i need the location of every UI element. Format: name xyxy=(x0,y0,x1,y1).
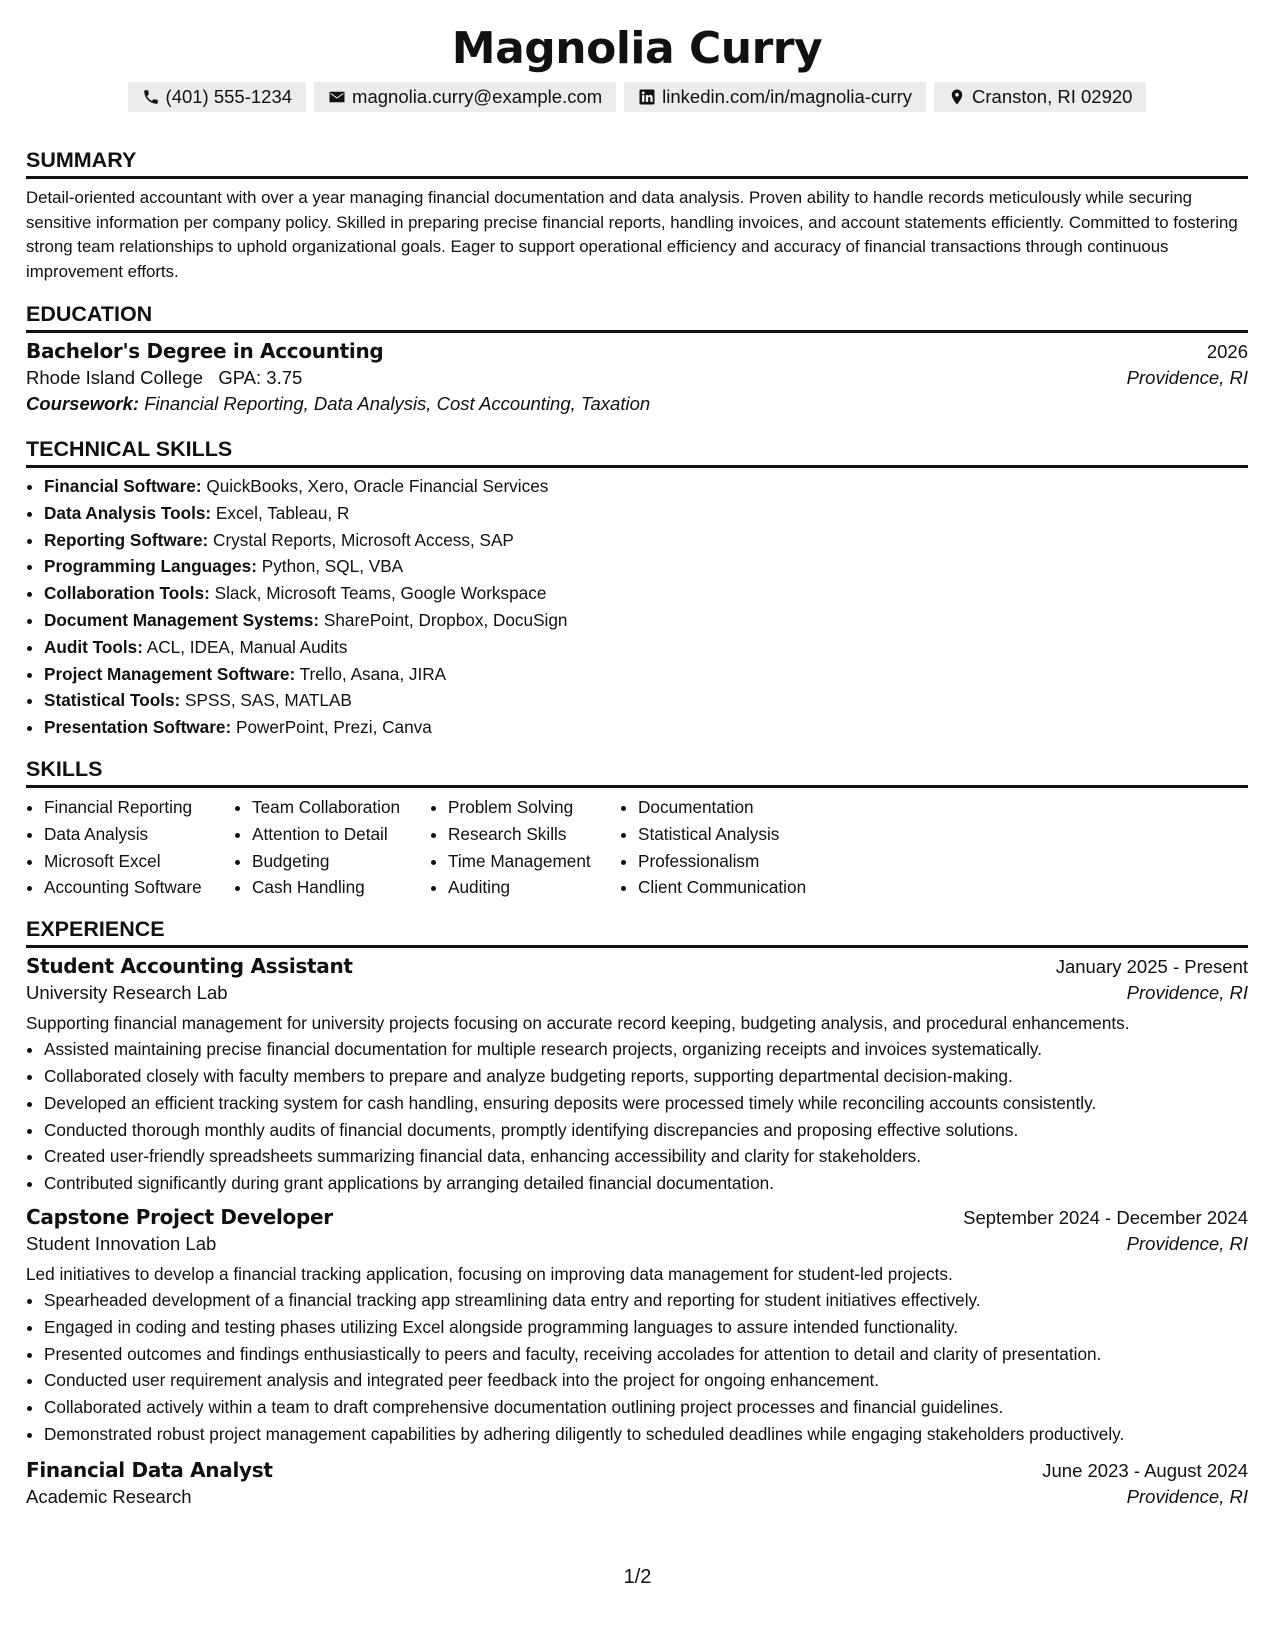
skill-values: Crystal Reports, Microsoft Access, SAP xyxy=(213,529,514,550)
section-title-summary: SUMMARY xyxy=(26,146,1248,179)
list-item xyxy=(44,634,1248,661)
experience-entry xyxy=(26,954,1248,1197)
list-item: • Professionalism xyxy=(638,848,898,875)
list-item: • Statistical Analysis xyxy=(638,821,898,848)
list-item: • Data Analysis xyxy=(44,821,234,848)
resume-page xyxy=(26,0,1248,1508)
skill-values: QuickBooks, Xero, Oracle Financial Services xyxy=(206,476,549,496)
list-item: • Conducted user requirement analysis and integrated peer feedback into the project for ongoing enhancement. xyxy=(44,1367,1248,1394)
list-item xyxy=(44,687,1248,714)
experience-section xyxy=(26,915,1248,1508)
job-location: Providence, RI xyxy=(1126,982,1248,1004)
list-item xyxy=(44,580,1248,607)
school-line xyxy=(26,367,302,389)
skill-values: ACL, IDEA, Manual Audits xyxy=(146,636,348,657)
education-school-row xyxy=(26,367,1248,389)
contact-linkedin[interactable] xyxy=(624,82,926,112)
skill-category: Audit Tools: xyxy=(44,636,143,657)
skill-category: Data Analysis Tools: xyxy=(44,502,212,523)
list-item: • Collaborated closely with faculty members to prepare and analyze budgeting reports, supporting departmental decision-making. xyxy=(44,1063,1248,1090)
list-item: • Budgeting xyxy=(252,848,430,875)
list-item: • Research Skills xyxy=(448,821,620,848)
list-item xyxy=(44,661,1248,688)
contact-location-text: Cranston, RI 02920 xyxy=(972,86,1133,107)
skill-values: Excel, Tableau, R xyxy=(215,502,350,523)
skill-values: Trello, Asana, JIRA xyxy=(299,663,447,684)
list-item: • Financial Reporting xyxy=(44,794,234,821)
skill-category: Financial Software: xyxy=(44,476,202,496)
list-item: • Client Communication xyxy=(638,874,898,901)
job-org-row xyxy=(26,1486,1248,1508)
school-location: Providence, RI xyxy=(1126,367,1248,388)
list-item: • Documentation xyxy=(638,794,898,821)
job-title: Capstone Project Developer xyxy=(26,1204,333,1229)
skill-values: SPSS, SAS, MATLAB xyxy=(185,690,352,711)
list-item: • Developed an efficient tracking system for cash handling, ensuring deposits were processed timely while reconciling accounts consistently. xyxy=(44,1090,1248,1117)
list-item: • Demonstrated robust project management capabilities by adhering diligently to scheduled deadlines while engaging stakeholders productively. xyxy=(44,1421,1248,1448)
list-item: • Created user-friendly spreadsheets summarizing financial data, enhancing accessibility and clarity for stakeholders. xyxy=(44,1143,1248,1170)
graduation-year: 2026 xyxy=(1206,341,1248,362)
list-item: • Problem Solving xyxy=(448,794,620,821)
contact-phone-text: (401) 555-1234 xyxy=(165,86,293,107)
contact-bar xyxy=(26,82,1248,112)
phone-icon xyxy=(142,88,160,106)
section-title-skills: SKILLS xyxy=(26,755,1248,788)
job-description: Led initiatives to develop a financial tracking application, focusing on improving data management for student-led projects. xyxy=(26,1263,953,1284)
job-location: Providence, RI xyxy=(1126,1232,1248,1254)
job-org-row xyxy=(26,1233,1248,1255)
skill-category: Presentation Software: xyxy=(44,717,232,738)
list-item: • Auditing xyxy=(448,874,620,901)
skills-column xyxy=(620,794,898,901)
location-pin-icon xyxy=(948,88,966,106)
job-dates: June 2023 - August 2024 xyxy=(1042,1459,1248,1481)
list-item xyxy=(44,714,1248,741)
list-item: • Collaborated actively within a team to draft comprehensive documentation outlining project processes and financial guidelines. xyxy=(44,1394,1248,1421)
list-item: • Time Management xyxy=(448,848,620,875)
list-item xyxy=(44,607,1248,634)
technical-skills-section xyxy=(26,435,1248,741)
technical-skills-list xyxy=(26,473,1248,741)
skill-values: PowerPoint, Prezi, Canva xyxy=(235,717,432,738)
experience-entry xyxy=(26,1458,1248,1508)
coursework-label: Coursework: xyxy=(26,393,140,414)
job-org: Academic Research xyxy=(26,1485,192,1507)
job-header-row xyxy=(26,1458,1248,1482)
list-item: • Attention to Detail xyxy=(252,821,430,848)
section-title-experience: EXPERIENCE xyxy=(26,915,1248,948)
list-item xyxy=(44,553,1248,580)
coursework-line xyxy=(26,393,1248,415)
job-title: Student Accounting Assistant xyxy=(26,954,353,979)
job-title: Financial Data Analyst xyxy=(26,1457,273,1482)
job-dates: January 2025 - Present xyxy=(1055,956,1248,978)
job-org: Student Innovation Lab xyxy=(26,1232,217,1254)
list-item xyxy=(44,527,1248,554)
skill-category: Statistical Tools: xyxy=(44,690,181,711)
contact-phone[interactable] xyxy=(128,82,307,112)
skill-category: Project Management Software: xyxy=(44,663,296,684)
skills-column xyxy=(430,794,620,901)
job-bullets xyxy=(26,1036,1248,1197)
school-name: Rhode Island College xyxy=(26,367,203,388)
gpa: GPA: 3.75 xyxy=(218,367,303,388)
list-item: • Engaged in coding and testing phases utilizing Excel alongside programming languages to assure intended functionality. xyxy=(44,1314,1248,1341)
summary-section xyxy=(26,146,1248,284)
skill-values: Python, SQL, VBA xyxy=(261,556,404,577)
skills-column xyxy=(26,794,234,901)
skills-grid xyxy=(26,794,1248,901)
list-item xyxy=(44,473,1248,500)
list-item: • Contributed significantly during grant applications by arranging detailed financial documentation. xyxy=(44,1170,1248,1197)
section-title-education: EDUCATION xyxy=(26,300,1248,333)
job-header-row xyxy=(26,954,1248,978)
skill-category: Collaboration Tools: xyxy=(44,583,210,604)
skill-values: SharePoint, Dropbox, DocuSign xyxy=(323,609,568,630)
skill-values: Slack, Microsoft Teams, Google Workspace xyxy=(214,583,547,604)
skill-category: Reporting Software: xyxy=(44,529,209,550)
contact-email[interactable] xyxy=(314,82,616,112)
envelope-icon xyxy=(328,88,346,106)
job-bullets xyxy=(26,1287,1248,1448)
job-header-row xyxy=(26,1205,1248,1229)
education-header-row xyxy=(26,339,1248,363)
list-item: • Accounting Software xyxy=(44,874,234,901)
skills-section xyxy=(26,755,1248,901)
list-item: • Microsoft Excel xyxy=(44,848,234,875)
list-item: • Team Collaboration xyxy=(252,794,430,821)
linkedin-icon xyxy=(638,88,656,106)
degree-title: Bachelor's Degree in Accounting xyxy=(26,339,384,363)
job-location: Providence, RI xyxy=(1126,1485,1248,1507)
contact-email-text: magnolia.curry@example.com xyxy=(352,86,603,107)
job-description: Supporting financial management for university projects focusing on accurate record keeping, budgeting analysis, and procedural enhancements. xyxy=(26,1013,1130,1034)
list-item: • Assisted maintaining precise financial documentation for multiple research projects, organizing receipts and invoices systematically. xyxy=(44,1036,1248,1063)
coursework-list: Financial Reporting, Data Analysis, Cost Accounting, Taxation xyxy=(144,393,651,414)
candidate-name: Magnolia Curry xyxy=(451,23,823,74)
education-section xyxy=(26,300,1248,415)
list-item: • Conducted thorough monthly audits of financial documents, promptly identifying discrepancies and proposing effective solutions. xyxy=(44,1117,1248,1144)
list-item: • Spearheaded development of a financial tracking app streamlining data entry and reporting for student initiatives effectively. xyxy=(44,1287,1248,1314)
section-title-technical-skills: TECHNICAL SKILLS xyxy=(26,435,1248,468)
contact-linkedin-text: linkedin.com/in/magnolia-curry xyxy=(662,86,913,107)
summary-text: Detail-oriented accountant with over a year managing financial documentation and data analysis. Proven ability to handle records meticulously while securing sensitive information per company policy. Skilled in preparing precise financial reports, handling invoices, and account statements efficiently. Committed to fostering strong team relationships to uphold organizational goals. Eager to support operational efficiency and accuracy of financial transactions through continuous improvement efforts. xyxy=(26,188,1238,281)
skills-column xyxy=(234,794,430,901)
skill-category: Programming Languages: xyxy=(44,556,257,577)
experience-entry xyxy=(26,1205,1248,1448)
job-org: University Research Lab xyxy=(26,982,228,1004)
list-item: • Cash Handling xyxy=(252,874,430,901)
job-org-row xyxy=(26,982,1248,1004)
contact-location xyxy=(934,82,1146,112)
job-dates: September 2024 - December 2024 xyxy=(963,1206,1248,1228)
list-item xyxy=(44,500,1248,527)
page-number: 1/2 xyxy=(623,1566,652,1588)
list-item: • Presented outcomes and findings enthusiastically to peers and faculty, receiving accolades for attention to detail and clarity of presentation. xyxy=(44,1341,1248,1368)
skill-category: Document Management Systems: xyxy=(44,609,320,630)
